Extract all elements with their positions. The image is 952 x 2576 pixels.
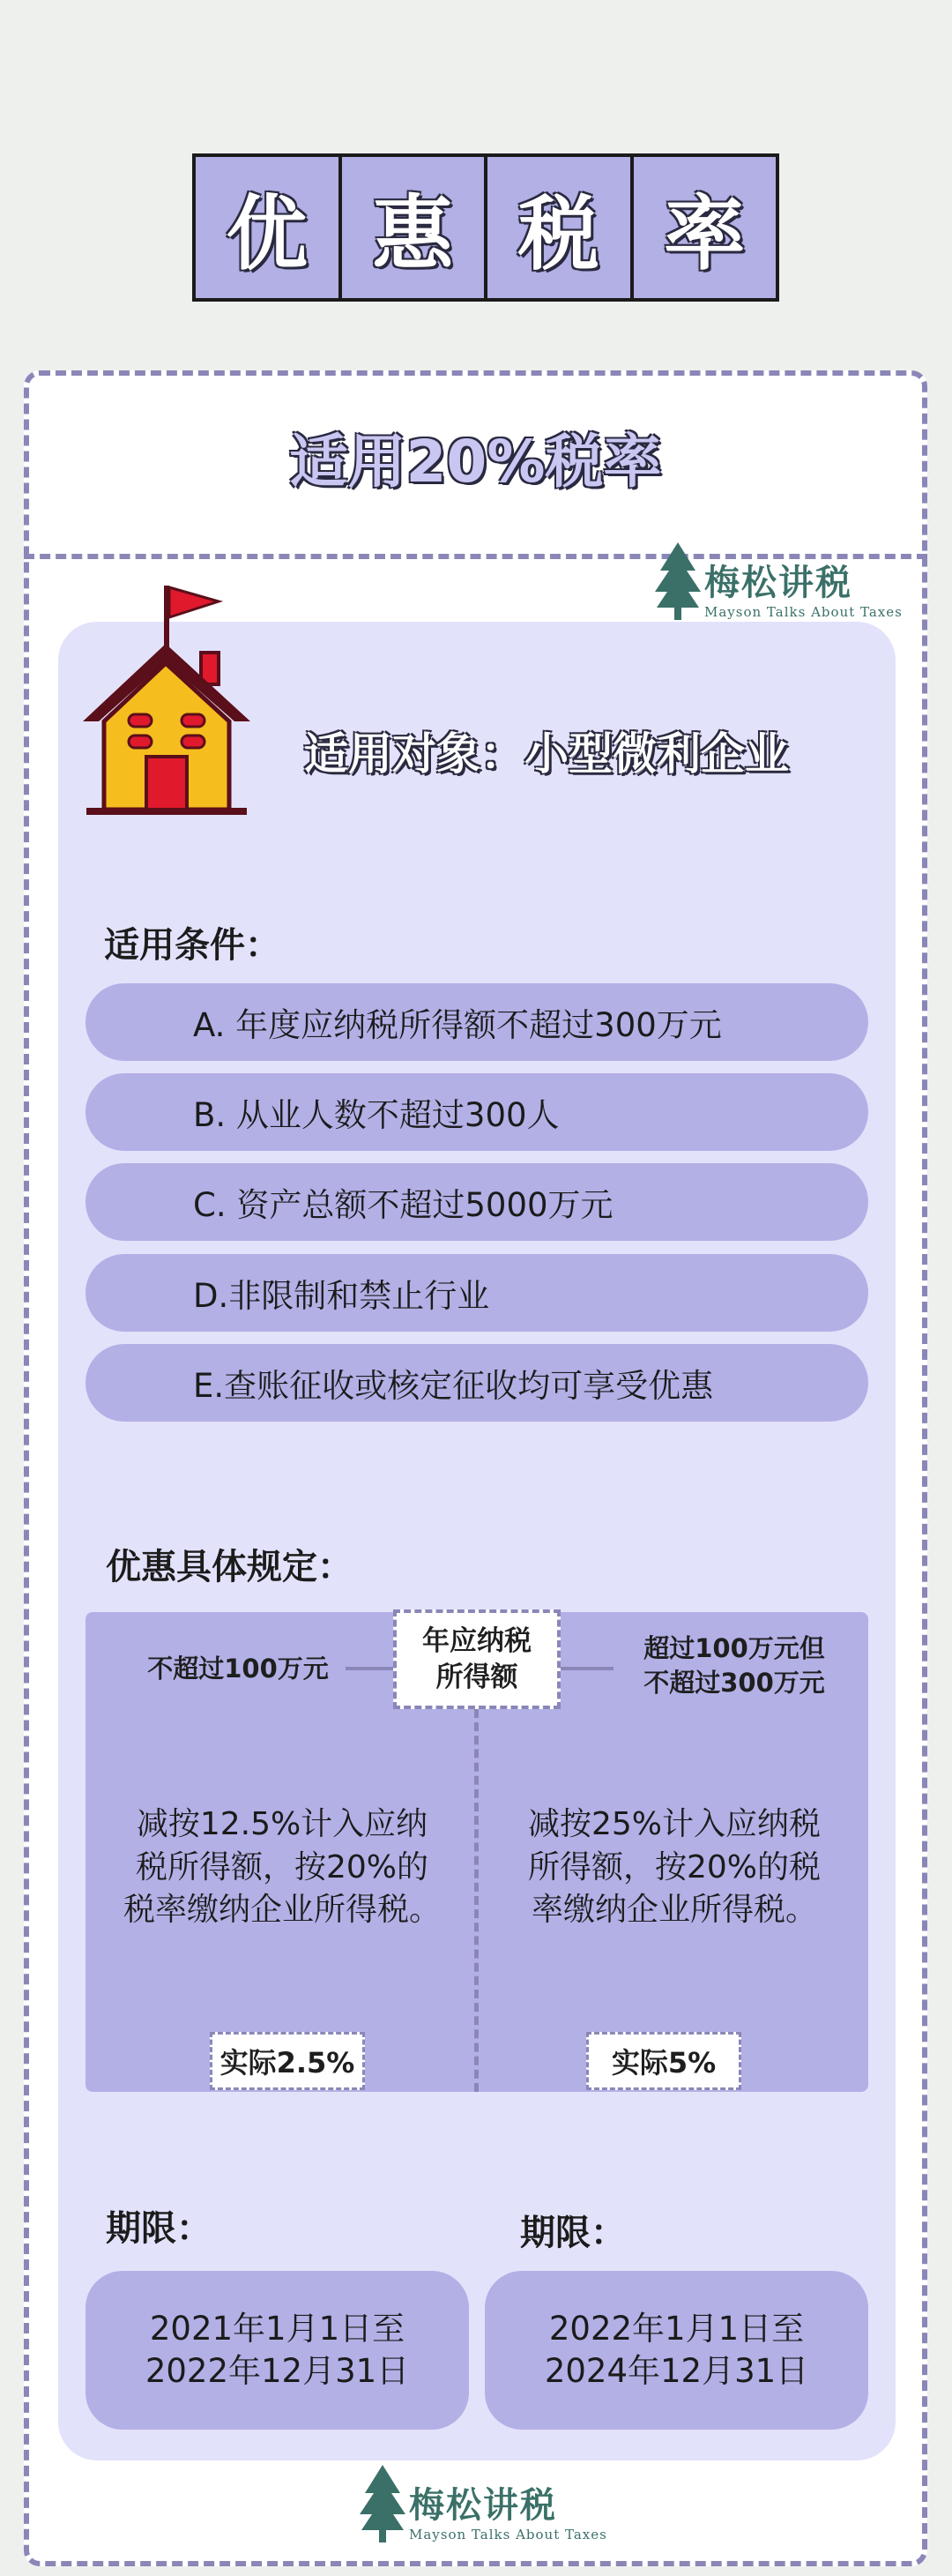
- title-char-1: 优: [196, 157, 338, 298]
- rule-left-line3: 税率缴纳企业所得税。: [123, 1892, 441, 1929]
- brand-logo-top: [655, 542, 903, 620]
- house-icon: [78, 582, 263, 820]
- bracket-right: [615, 1631, 853, 1700]
- bracket-right-line2: 不超过300万元: [643, 1668, 825, 1699]
- condition-item: E.查账征收或核定征收均可享受优惠: [86, 1344, 868, 1422]
- period-right-start: 2022年1月1日至: [548, 2309, 805, 2348]
- card-heading: 适用20%税率: [289, 428, 662, 496]
- period-label-right: 期限：: [520, 2213, 626, 2253]
- title-char-2: 惠: [342, 157, 485, 298]
- period-right-end: 2024年12月31日: [544, 2352, 809, 2390]
- rules-divider: [474, 1709, 479, 2092]
- rule-right-line1: 减按25%计入应纳税: [527, 1806, 822, 1842]
- pine-tree-icon: [655, 542, 701, 620]
- period-pill-right: [485, 2271, 868, 2430]
- target-text: 适用对象：小型微利企业: [304, 728, 789, 780]
- brand-logo-bottom: [360, 2465, 607, 2542]
- period-left-end: 2022年12月31日: [145, 2352, 410, 2390]
- rule-text-right: [494, 1803, 855, 1932]
- rule-right-line3: 率缴纳企业所得税。: [531, 1892, 817, 1929]
- bracket-right-line1: 超过100万元但: [643, 1633, 825, 1663]
- brand-subtitle: Mayson Talks About Taxes: [409, 2527, 607, 2542]
- pine-tree-icon: [360, 2465, 405, 2542]
- rules-label: 优惠具体规定：: [106, 1547, 353, 1587]
- taxable-income-label: [393, 1609, 561, 1709]
- connector-line-right: [561, 1667, 614, 1670]
- condition-item: C. 资产总额不超过5000万元: [86, 1163, 868, 1241]
- period-label-left: 期限：: [106, 2208, 212, 2249]
- period-pill-left: [86, 2271, 469, 2430]
- brand-name: 梅松讲税: [704, 563, 852, 603]
- title-banner: [192, 153, 779, 302]
- brand-name: 梅松讲税: [409, 2485, 557, 2526]
- conditions-label: 适用条件：: [104, 925, 280, 966]
- condition-item: B. 从业人数不超过300人: [86, 1073, 868, 1151]
- rule-left-line1: 减按12.5%计入应纳: [136, 1806, 428, 1842]
- period-left-start: 2021年1月1日至: [149, 2309, 405, 2348]
- bracket-left: 不超过100万元: [147, 1654, 329, 1684]
- condition-item: D.非限制和禁止行业: [86, 1254, 868, 1332]
- condition-item: A. 年度应纳税所得额不超过300万元: [86, 983, 868, 1061]
- taxable-income-line1: 年应纳税: [422, 1625, 532, 1658]
- title-char-3: 税: [487, 157, 630, 298]
- rule-right-line2: 所得额，按20%的税: [527, 1848, 822, 1885]
- brand-subtitle: Mayson Talks About Taxes: [704, 604, 903, 620]
- taxable-income-line2: 所得额: [435, 1661, 518, 1693]
- rule-left-line2: 税所得额，按20%的: [135, 1848, 429, 1885]
- title-char-4: 率: [634, 157, 777, 298]
- actual-rate-right: 实际5%: [586, 2032, 741, 2090]
- rule-text-left: [101, 1803, 463, 1932]
- actual-rate-left: 实际2.5%: [210, 2032, 365, 2090]
